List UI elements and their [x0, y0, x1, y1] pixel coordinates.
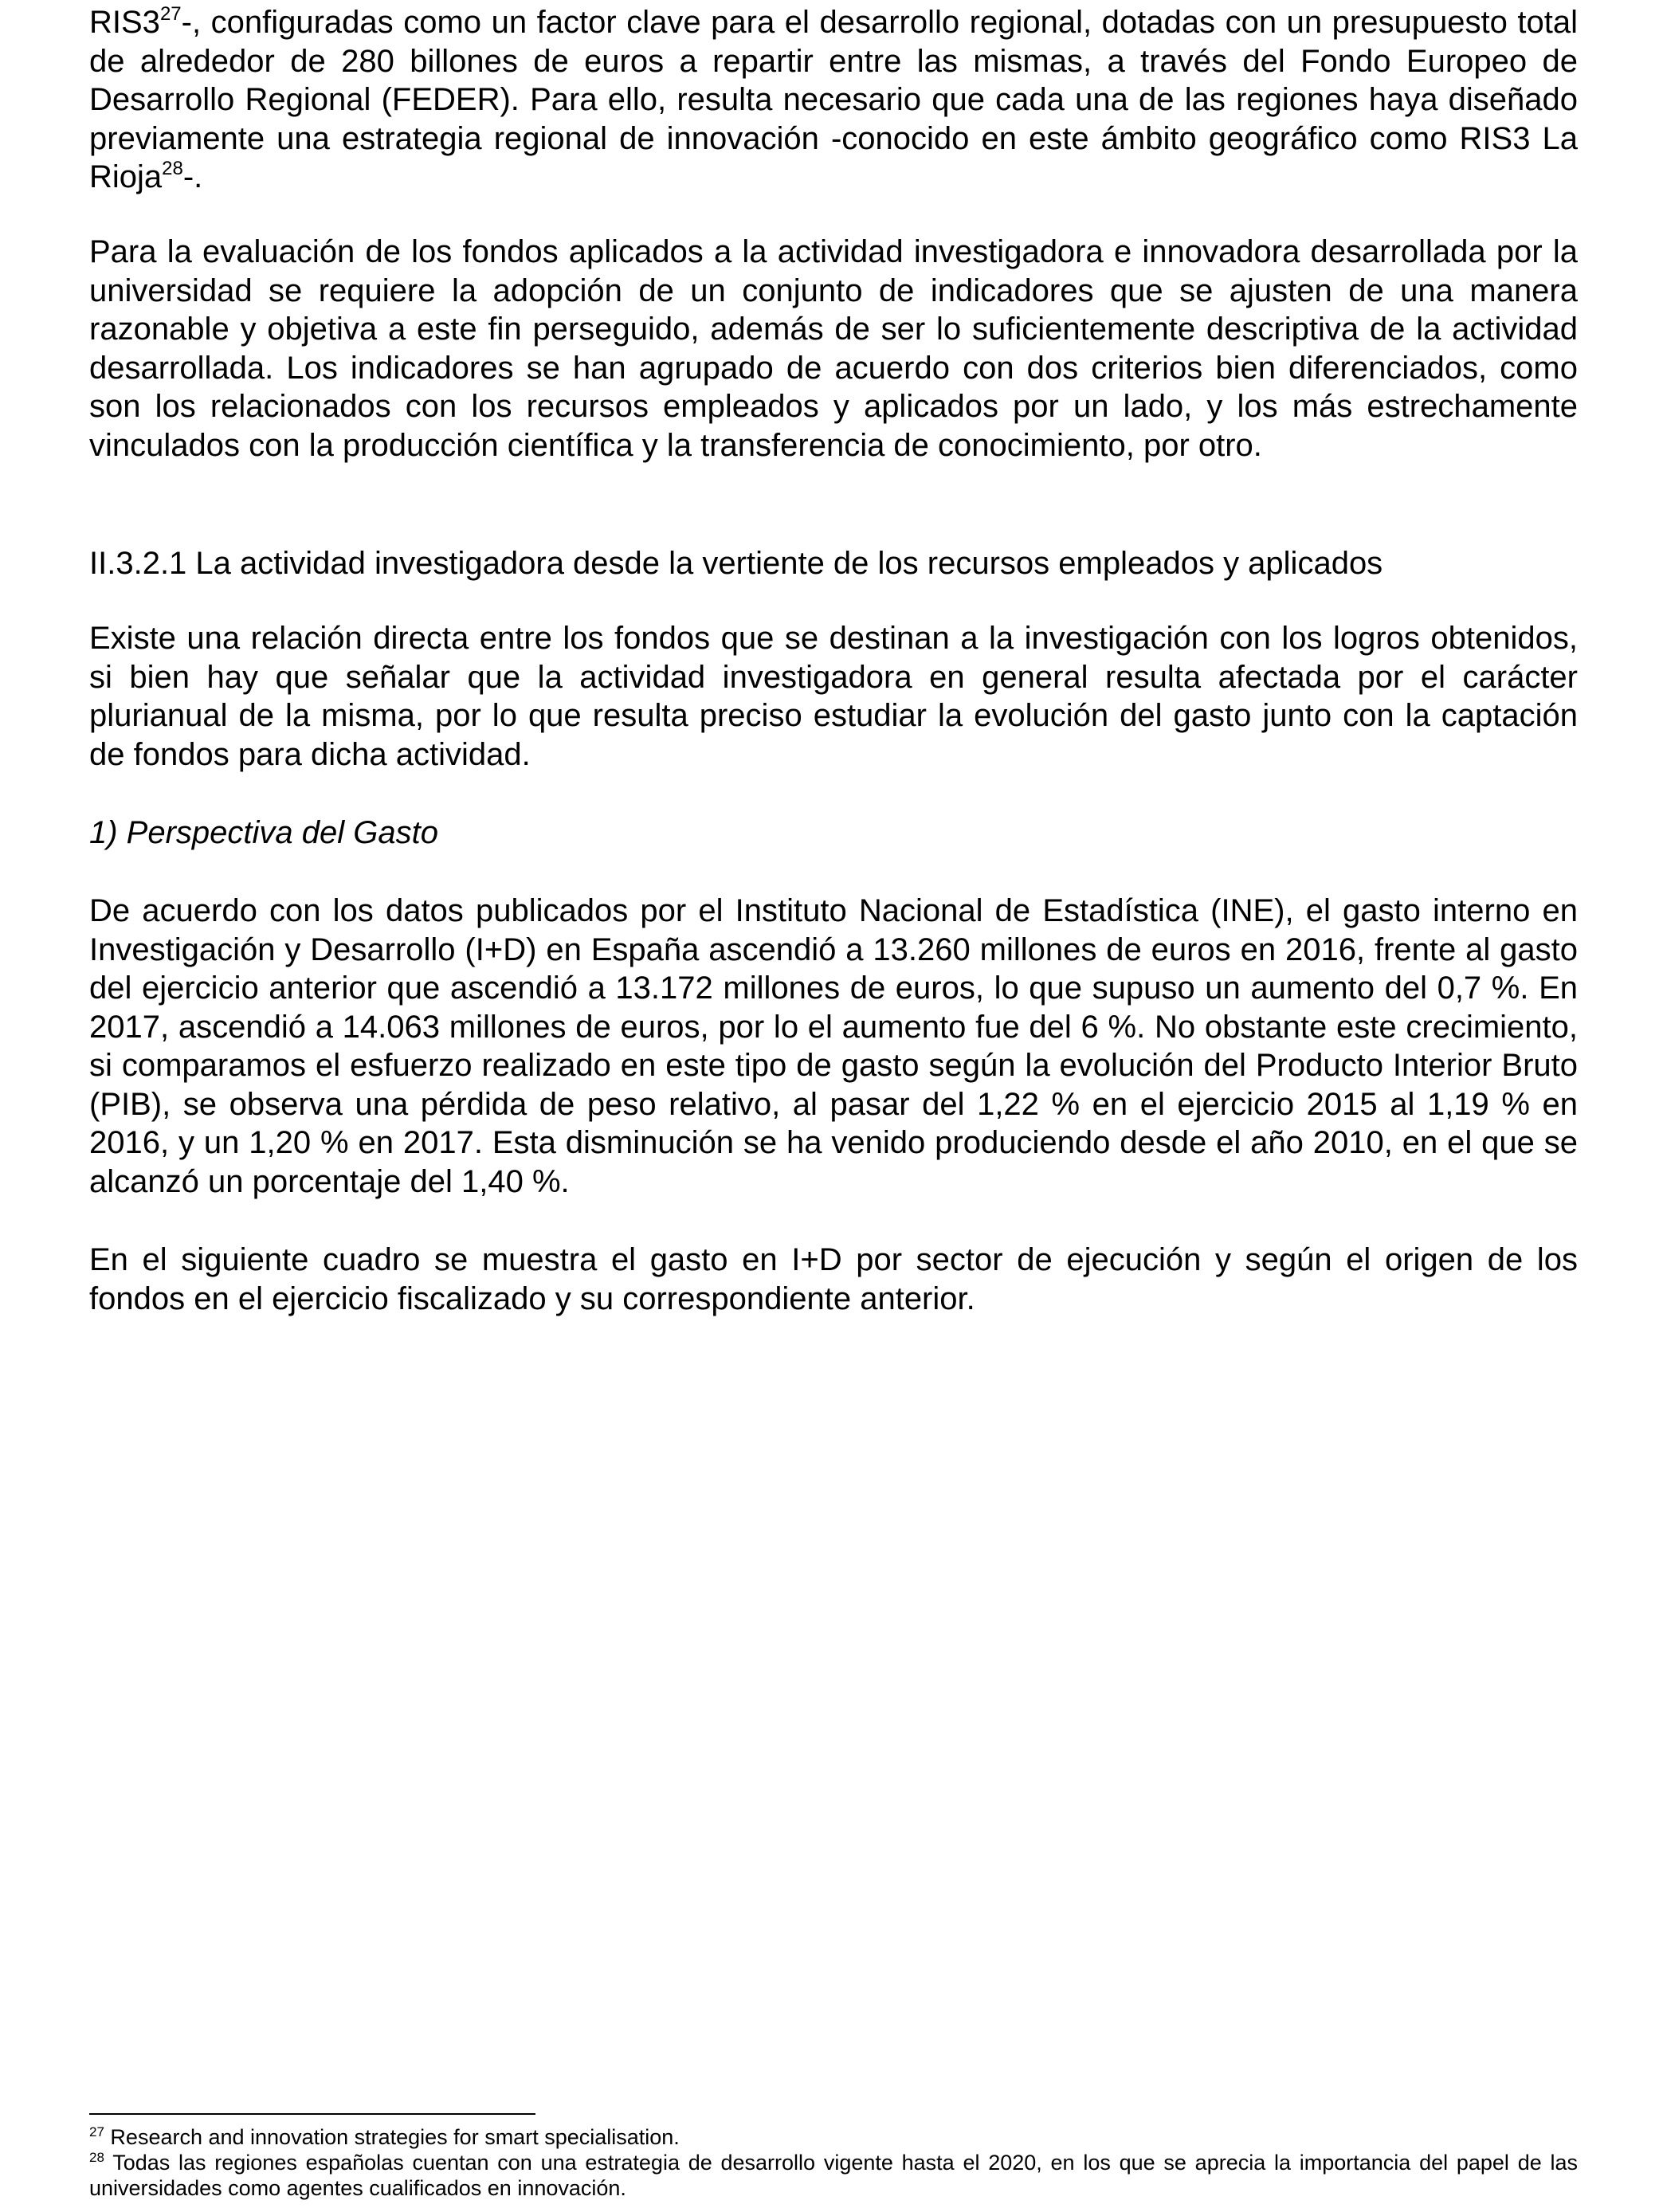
- paragraph-evaluation-indicators: Para la evaluación de los fondos aplicados a la actividad investigadora e innovadora desarrollada por la universidad se requiere la adopción de un conjunto de indicadores que se ajusten de una manera razonable y objetiva a este fin perseguido, además de ser lo suficientemente descriptiva de la actividad desarrollada. Los indicadores se han agrupado de acuerdo con dos criterios bien diferenciados, como son los relacionados con los recursos empleados y aplicados por un lado, y los más estrechamente vinculados con la producción científica y la transferencia de conocimiento, por otro.: [89, 234, 1578, 463]
- paragraph-funding-relation: Existe una relación directa entre los fondos que se destinan a la investigación con los logros obtenidos, si bien hay que señalar que la actividad investigadora en general resulta afectada por el carácter plurianual de la misma, por lo que resulta preciso estudiar la evolución del gasto junto con la captación de fondos para dicha actividad.: [89, 621, 1578, 772]
- paragraph-table-intro: En el siguiente cuadro se muestra el gasto en I+D por sector de ejecución y según el origen de los fondos en el ejercicio fiscalizado y su correspondiente anterior.: [89, 1242, 1578, 1316]
- paragraph-ris3-body: -, configuradas como un factor clave para el desarrollo regional, dotadas con un presupuesto total de alrededor de 280 billones de euros a repartir entre las mismas, a través del Fondo Europeo de Desarrollo Regional (FEDER). Para ello, resulta necesario que cada una de las regiones haya diseñado previamente una estrategia regional de innovación -conocido en este ámbito geográfico como RIS3 La Rioja: [89, 5, 1578, 194]
- footnote-ref-28[interactable]: 28: [162, 157, 183, 179]
- footnote-number: 28: [89, 2150, 104, 2165]
- paragraph-ris3-lead: RIS3: [89, 5, 160, 40]
- footnote-number: 27: [89, 2124, 104, 2139]
- footnote-text: Todas las regiones españolas cuentan con una estrategia de desarrollo vigente hasta el 2020, en los que se aprecia la importancia del papel de las universidades como agentes cualificados en innovación.: [89, 2151, 1578, 2200]
- paragraph-ris3-tail: -.: [182, 159, 203, 194]
- section-heading: II.3.2.1 La actividad investigadora desde la vertiente de los recursos empleados y aplicados: [89, 546, 1383, 581]
- footnote-28: [89, 2150, 1578, 2201]
- footnotes: [89, 2124, 1578, 2201]
- footnote-ref-27[interactable]: 27: [159, 2, 182, 25]
- paragraph-ine-data: De acuerdo con los datos publicados por el Instituto Nacional de Estadística (INE), el gasto interno en Investigación y Desarrollo (I+D) en España ascendió a 13.260 millones de euros en 2016, frente al gasto del ejercicio anterior que ascendió a 13.172 millones de euros, lo que supuso un aumento del 0,7 %. En 2017, ascendió a 14.063 millones de euros, por lo el aumento fue del 6 %. No obstante este crecimiento, si comparamos el esfuerzo realizado en este tipo de gasto según la evolución del Producto Interior Bruto (PIB), se observa una pérdida de peso relativo, al pasar del 1,22 % en el ejercicio 2015 al 1,19 % en 2016, y un 1,20 % en 2017. Esta disminución se ha venido produciendo desde el año 2010, en el que se alcanzó un porcentaje del 1,40 %.: [89, 893, 1578, 1199]
- footnote-divider: [89, 2113, 535, 2115]
- footnote-text: Research and innovation strategies for smart specialisation.: [104, 2125, 680, 2149]
- footnote-27: [89, 2124, 1578, 2150]
- paragraph-ris3: [89, 3, 1578, 197]
- subheading-perspectiva-gasto: 1) Perspectiva del Gasto: [89, 815, 438, 850]
